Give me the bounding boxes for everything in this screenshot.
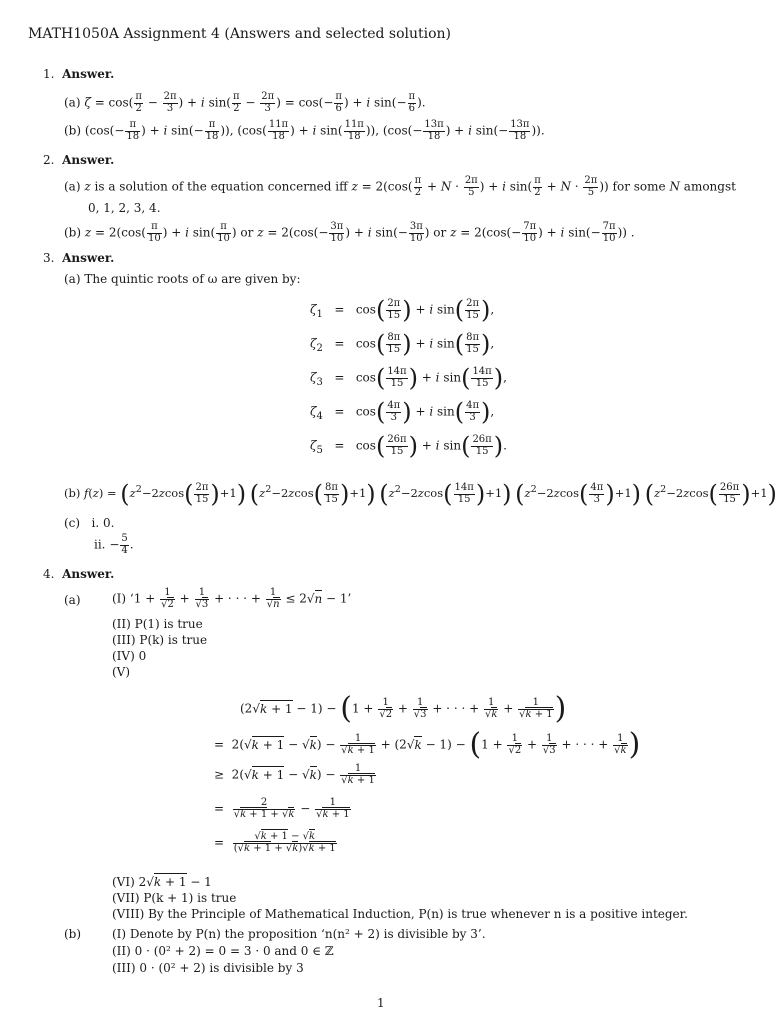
q4a-label: (a) (64, 593, 81, 607)
q3a-text: (a) The quintic roots of ω are given by: (64, 272, 301, 286)
root-3: $\zeta_3 = \cos$( $\frac{14\pi}{15}$ ) + i sin( $\frac{14\pi}{15}$ ), (310, 364, 507, 392)
q2a-statement: (a) z is a solution of the equation concerned iff z = 2(cos( $\frac{\pi}{2}$ + N · $\frac{2\pi}{5}$ ) + i sin( $\frac{\pi}{2}$ + N · $\frac{2\pi}{5}$ )) for some N amongst (64, 175, 736, 198)
root-1: $\zeta_1 = \cos$( $\frac{2\pi}{15}$ ) + i sin( $\frac{2\pi}{15}$ ), (310, 296, 495, 324)
q4a-step-I: (I) ‘1 + $\frac{1}{√2}$ + $\frac{1}{√3}$ + · · · + $\frac{1}{√n}$ ≤ 2√n − 1’ (112, 587, 352, 610)
q1-heading: 1. Answer. (43, 67, 115, 81)
root-5: $\zeta_5 = \cos$( $\frac{26\pi}{15}$ ) + i sin( $\frac{26\pi}{15}$ ). (310, 432, 507, 460)
q4b-step-III: (III) 0 · (0² + 2) is divisible by 3 (112, 961, 304, 975)
page-number: 1 (377, 996, 385, 1010)
q1a-equation: (a) ζ = cos( $\frac{\pi}{2}$ − $\frac{2\pi}{3}$ ) + i sin( $\frac{\pi}{2}$ − $\frac{2\pi}{3}$ ) = cos(− $\frac{\pi}{6}$ ) + i sin(− $\frac{\pi}{6}$ ). (64, 91, 426, 114)
q4a-step-II: (II) P(1) is true (112, 617, 203, 631)
q4b-step-II: (II) 0 · (0² + 2) = 0 = 3 · 0 and 0 ∈ ℤ (112, 944, 334, 958)
derivation-line-2: = 2(√k + 1 − √k) − $\frac{1}{√k + 1}$ + (2√k − 1) − (1 + $\frac{1}{√2}$ + $\frac{1}{√3}$ + · · · + $\frac{1}{√k}$ ) (214, 727, 641, 762)
q3c-part-ii: ii. − $\frac{5}{4}$ . (94, 533, 134, 556)
q4b-step-I: (I) Denote by P(n) the proposition ‘n(n² + 2) is divisible by 3’. (112, 927, 486, 941)
q4a-step-III: (III) P(k) is true (112, 633, 208, 647)
q4b-label: (b) (64, 927, 82, 941)
q4a-step-VII: (VII) P(k + 1) is true (112, 891, 237, 905)
derivation-line-1: (2√k + 1 − 1) − (1 + $\frac{1}{√2}$ + $\frac{1}{√3}$ + · · · + $\frac{1}{√k}$ + $\frac{1}{√k + 1}$ ) (240, 691, 567, 726)
derivation-line-4: = $\frac{2}{√k + 1 + √k}$ − $\frac{1}{√k + 1}$ (214, 797, 350, 820)
q3-heading: 3. Answer. (43, 251, 115, 265)
derivation-line-5: = $\frac{√k + 1 - √k}{(√k + 1 + √k)√k + 1}$ (214, 831, 336, 854)
q4a-step-IV: (IV) 0 (112, 649, 147, 663)
derivation-line-3: ≥ 2(√k + 1 − √k) − $\frac{1}{√k + 1}$ (214, 763, 375, 786)
q3b-factorization: (b) $f(z) = (z^2-2zcos$( $\frac{2\pi}{15}$ )+1) ($z^2-2zcos$( $\frac{8\pi}{15}$ )+1) ($z^2-2zcos$( $\frac{14\pi}{15}$ )+1) ($z^2-2zcos$( $\frac{4\pi}{3}$ )+1) ($z^2-2zcos$( $\frac{26\pi}{15}$ )+1) (64, 480, 777, 508)
q2b-equation: (b) z = 2(cos( $\frac{\pi}{10}$ ) + i sin( $\frac{\pi}{10}$ ) or z = 2(cos(− $\frac{3\pi}{10}$ ) + i sin(− $\frac{3\pi}{10}$ ) or z = 2(cos(− $\frac{7\pi}{10}$ ) + i sin(− $\frac{7\pi}{10}$ )) . (64, 221, 635, 244)
q2-heading: 2. Answer. (43, 153, 115, 167)
q2a-continuation: 0, 1, 2, 3, 4. (88, 201, 161, 215)
root-4: $\zeta_4 = \cos$( $\frac{4\pi}{3}$ ) + i sin( $\frac{4\pi}{3}$ ), (310, 398, 495, 426)
q1b-equation: (b) (cos(− $\frac{\pi}{18}$ ) + i sin(− $\frac{\pi}{18}$ )), (cos( $\frac{11\pi}{18}$ ) + i sin( $\frac{11\pi}{18}$ )), (cos(− $\frac{13\pi}{18}$ ) + i sin(− $\frac{13\pi}{18}$ )). (64, 119, 545, 142)
page-title: MATH1050A Assignment 4 (Answers and selected solution) (28, 26, 452, 42)
q4a-step-V: (V) (112, 665, 131, 679)
q4a-step-VI: (VI) 2√k + 1 − 1 (112, 875, 212, 889)
q4a-step-VIII: (VIII) By the Principle of Mathematical Induction, P(n) is true whenever n is a positive integer. (112, 907, 688, 921)
q4-heading: 4. Answer. (43, 567, 115, 581)
q3c-part-i: (c) i. 0. (64, 516, 115, 530)
root-2: $\zeta_2 = \cos$( $\frac{8\pi}{15}$ ) + i sin( $\frac{8\pi}{15}$ ), (310, 330, 495, 358)
